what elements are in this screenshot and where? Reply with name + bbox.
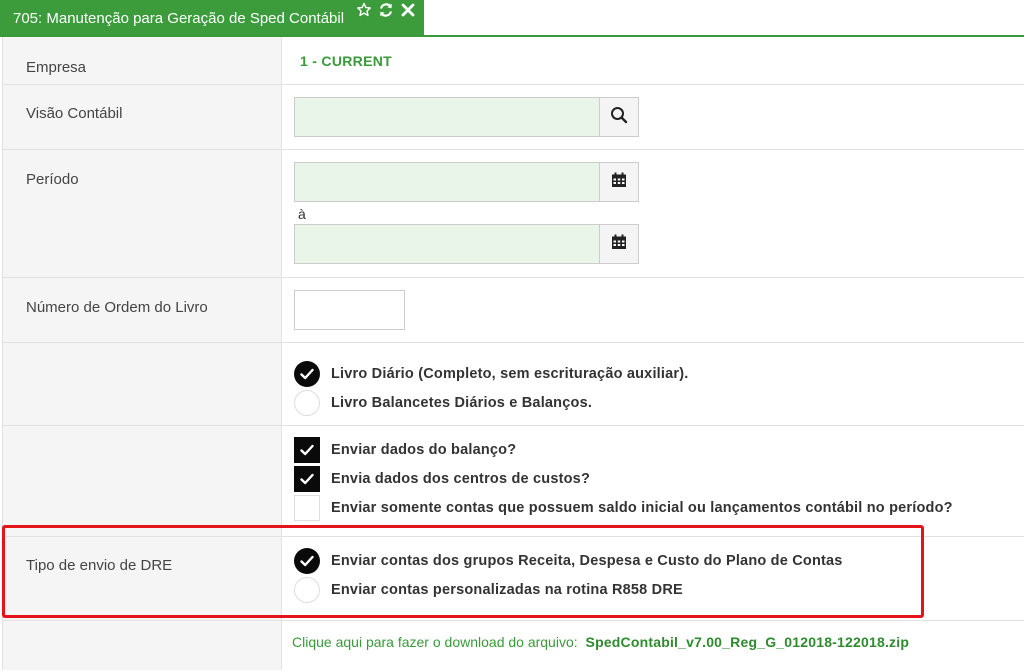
enviar-centros-checkbox[interactable] (294, 466, 590, 492)
radio-unselected-icon (294, 577, 320, 603)
visao-contabil-label: Visão Contábil (26, 105, 123, 122)
row-empresa (3, 37, 1024, 85)
download-line (292, 634, 909, 650)
row-numero-ordem (3, 278, 1024, 343)
dre-personalizadas-label: Enviar contas personalizadas na rotina R858 DRE (331, 582, 683, 598)
row-tipo-dre (3, 537, 1024, 621)
tab-bar (0, 0, 1024, 37)
refresh-icon[interactable] (378, 2, 394, 18)
numero-ordem-label: Número de Ordem do Livro (26, 299, 208, 316)
dre-grupos-label: Enviar contas dos grupos Receita, Despesa e Custo do Plano de Contas (331, 553, 843, 569)
row-visao-contabil (3, 85, 1024, 150)
checkbox-checked-icon (294, 466, 320, 492)
livro-diario-label: Livro Diário (Completo, sem escrituração auxiliar). (331, 366, 689, 382)
dre-grupos-radio[interactable] (294, 548, 843, 574)
radio-selected-icon (294, 361, 320, 387)
star-icon[interactable] (356, 2, 372, 18)
periodo-end-input[interactable] (294, 224, 599, 264)
livro-balancetes-label: Livro Balancetes Diários e Balanços. (331, 395, 593, 411)
download-link[interactable]: SpedContabil_v7.00_Reg_G_012018-122018.zip (585, 634, 910, 650)
livro-balancetes-radio[interactable] (294, 390, 592, 416)
search-icon (610, 106, 628, 129)
calendar-icon (611, 234, 627, 255)
row-periodo (3, 150, 1024, 278)
sped-form (2, 37, 1024, 670)
download-text: Clique aqui para fazer o download do arquivo: (292, 634, 578, 650)
periodo-end-calendar-button[interactable] (599, 224, 639, 264)
periodo-label: Período (26, 171, 79, 188)
periodo-start-calendar-button[interactable] (599, 162, 639, 202)
periodo-separator: à (298, 206, 306, 222)
tab-sped-contabil[interactable] (0, 0, 424, 35)
calendar-icon (611, 172, 627, 193)
checkbox-unchecked-icon (294, 495, 320, 521)
row-livro (3, 343, 1024, 426)
enviar-balanco-checkbox[interactable] (294, 437, 516, 463)
radio-selected-icon (294, 548, 320, 574)
periodo-start-input[interactable] (294, 162, 599, 202)
visao-contabil-input[interactable] (294, 97, 599, 137)
dre-personalizadas-radio[interactable] (294, 577, 683, 603)
empresa-label: Empresa (26, 59, 87, 76)
empresa-value: 1 - CURRENT (300, 53, 392, 69)
checkbox-checked-icon (294, 437, 320, 463)
enviar-somente-label: Enviar somente contas que possuem saldo inicial ou lançamentos contábil no período? (331, 500, 953, 516)
row-envio (3, 426, 1024, 537)
radio-unselected-icon (294, 390, 320, 416)
enviar-balanco-label: Enviar dados do balanço? (331, 442, 517, 458)
livro-diario-radio[interactable] (294, 361, 689, 387)
visao-contabil-search-button[interactable] (599, 97, 639, 137)
tab-title: 705: Manutenção para Geração de Sped Contábil (13, 10, 345, 27)
enviar-centros-label: Envia dados dos centros de custos? (331, 471, 590, 487)
tipo-dre-label: Tipo de envio de DRE (26, 557, 173, 574)
enviar-somente-checkbox[interactable] (294, 495, 953, 521)
numero-ordem-input[interactable] (294, 290, 405, 330)
close-icon[interactable] (400, 2, 416, 18)
